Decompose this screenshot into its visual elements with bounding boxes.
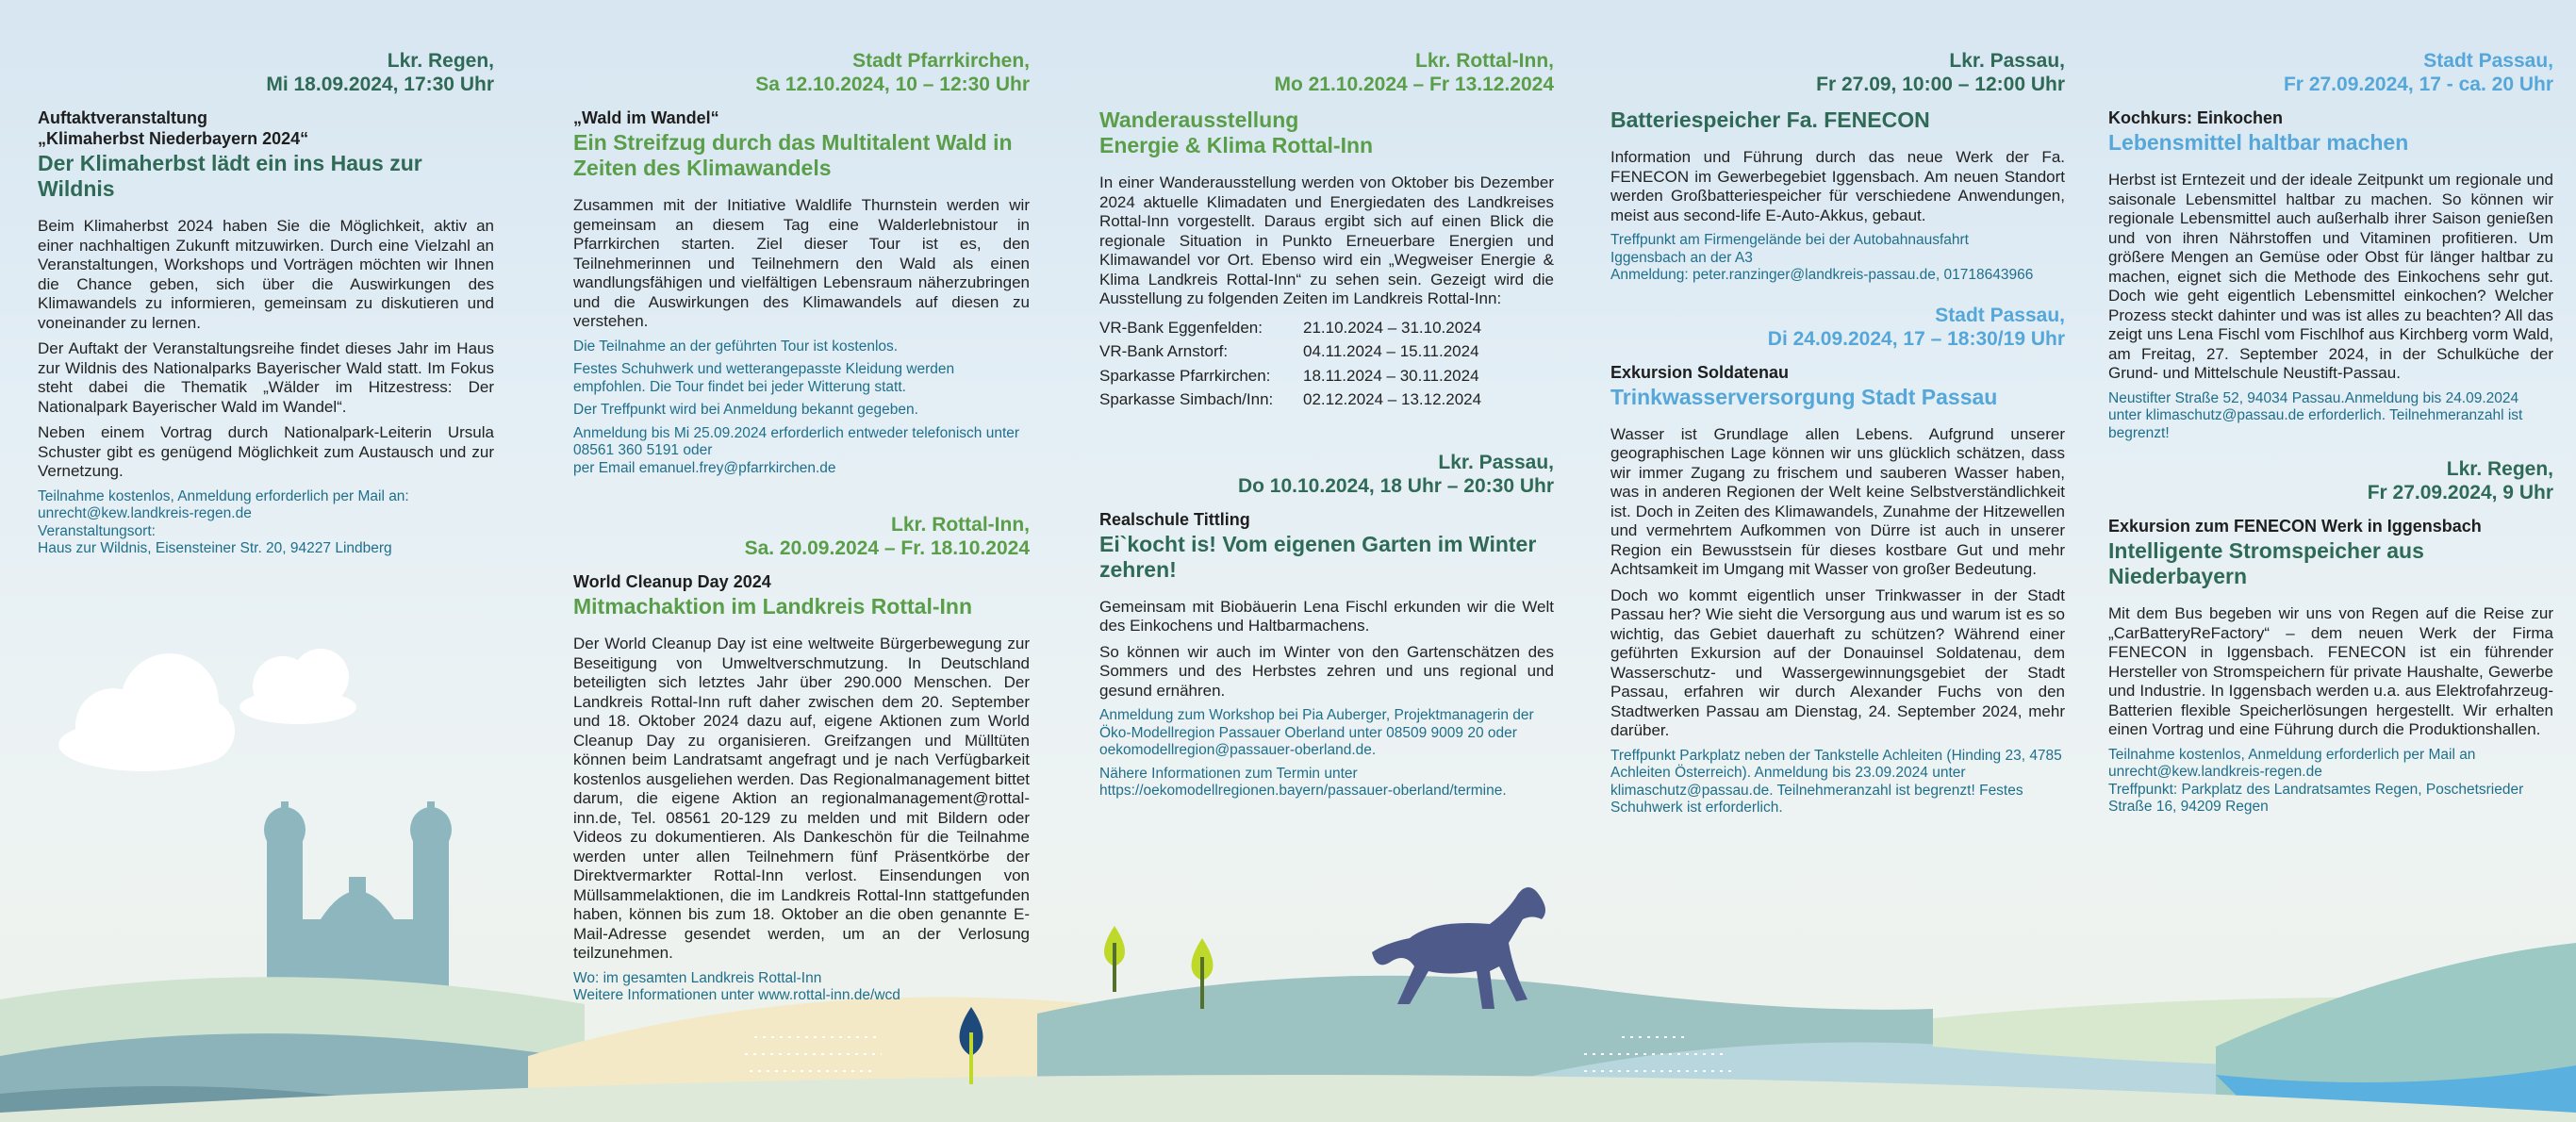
event-note: Treffpunkt Parkplatz neben der Tankstelle Achleiten (Hinding 23, 4785 Achleiten Österreich). Anmeldung bis 23.09.2024 unter klimaschutz@passau.de. Teilnehmeranzahl ist begrenzt! Festes Schuhwerk ist erforderlich. bbox=[1610, 747, 2062, 816]
note-line: Veranstaltungsort: bbox=[38, 522, 156, 539]
event-kicker: Realschule Tittling bbox=[1099, 509, 1250, 529]
event-meta bbox=[2108, 49, 2553, 96]
note-line: Anmeldung bis Mi 25.09.2024 erforderlich entweder telefonisch unter 08561 360 5191 oder bbox=[573, 424, 1020, 458]
event-date: Fr 27.09.2024, 17 - ca. 20 Uhr bbox=[2283, 74, 2553, 95]
email-link[interactable]: unrecht@kew.landkreis-regen.de bbox=[38, 505, 252, 521]
event-paragraph: In einer Wanderausstellung werden von Oktober bis Dezember 2024 aktuelle Klimadaten und Energiedaten des Landkreises Rottal-Inn vorgestellt. Daraus ergibt sich auf einen Blick die regionale Situation in Punkto Erneuerbare Energien und Klimawandel vor Ort. Ebenso wird ein „Wegweiser Energie & Klima Landkreis Rottal-Inn“ zu sehen sein. Gezeigt wird die Ausstellung zu folgenden Zeiten im Landkreis Rottal-Inn: bbox=[1099, 173, 1554, 307]
event-note: Anmeldung zum Workshop bei Pia Auberger, Projektmanagerin der Öko-Modellregion Passauer Oberland unter 08509 9009 20 oder oekomodellregion@passauer-oberland.de. bbox=[1099, 707, 1534, 758]
event-title: Ei`kocht is! Vom eigenen Garten im Winter zehren! bbox=[1099, 531, 1537, 582]
column-2 bbox=[573, 49, 1030, 1011]
event-meta bbox=[573, 513, 1030, 560]
event-meta bbox=[2108, 457, 2553, 504]
note-line: Wo: im gesamten Landkreis Rottal-Inn bbox=[573, 969, 822, 986]
event-kicker: Exkursion Soldatenau bbox=[1610, 362, 1790, 382]
event-title: Batteriespeicher Fa. FENECON bbox=[1610, 107, 1930, 132]
church-icon bbox=[264, 801, 452, 1004]
event-kicker: Kochkurs: Einkochen bbox=[2108, 108, 2284, 127]
event-paragraph: Mit dem Bus begeben wir uns von Regen auf die Reise zur „CarBatteryReFactory“ – dem neuen Werk der Firma FENECON in Iggensbach. FENECON ist ein führender Hersteller von Stromspeichern für private Haushalte, Gewerbe und Industrie. In Iggensbach werden u.a. aus Elektrofahrzeug-Batterien flexible Speicherlösungen hergestellt. Wir erhalten einen Vortrag und eine Führung durch die Produktionshallen. bbox=[2108, 604, 2553, 738]
event-note bbox=[573, 970, 1030, 1005]
event-date: Sa. 20.09.2024 – Fr. 18.10.2024 bbox=[744, 537, 1030, 559]
note-line: Haus zur Wildnis, Eisensteiner Str. 20, 94227 Lindberg bbox=[38, 540, 392, 556]
web-link[interactable]: Weitere Informationen unter www.rottal-inn.de/wcd bbox=[573, 987, 900, 1003]
note-line: Teilnahme kostenlos, Anmeldung erforderlich per Mail an bbox=[2108, 746, 2476, 763]
event-block bbox=[2108, 457, 2553, 817]
table-row bbox=[1099, 342, 1481, 367]
event-date: Di 24.09.2024, 17 – 18:30/19 Uhr bbox=[1767, 327, 2065, 350]
event-date: Fr 27.09.2024, 9 Uhr bbox=[2367, 482, 2553, 503]
event-meta bbox=[1610, 49, 2065, 96]
event-kicker: „Wald im Wandel“ bbox=[573, 108, 719, 127]
event-note: Festes Schuhwerk und wetterangepasste Kleidung werden empfohlen. Die Tour findet bei jeder Witterung statt. bbox=[573, 361, 955, 395]
event-paragraph: Wasser ist Grundlage allen Lebens. Aufgrund unserer geographischen Lage können wir uns glücklich schätzen, dass wir immer Zugang zu frischem und sauberen Wasser haben, was in anderen Regionen der Welt keine Selbstverständlichkeit ist. Doch in Zeiten des Klimawandels, Zunahme der Hitzewellen und vermehrtem Aufkommen von Dürre ist auch in unserer Region ein Bewusstsein für dieses kostbare Gut und mehr Achtsamkeit im Umgang mit Wasser von großer Bedeutung. bbox=[1610, 424, 2065, 578]
event-note bbox=[1099, 766, 1554, 800]
table-row bbox=[1099, 390, 1481, 415]
event-paragraph: Der World Cleanup Day ist eine weltweite Bürgerbewegung zur Beseitigung von Umweltverschmutzung. In Deutschland beteiligten sich letztes Jahr über 290.000 Menschen. Der Landkreis Rottal-Inn ruft daher zwischen dem 20. September und 18. Oktober 2024 dazu auf, eigene Aktionen zum World Cleanup Day zu organisieren. Greifzangen und Mülltüten können beim Landratsamt angefragt und je nach Verfügbarkeit kostenlos ausgeliehen werden. Das Regionalmanagement bittet darum, die eigene Aktion an regionalmanagement@rottal-inn.de, Tel. 08561 20-129 zu melden und mit Bildern oder Videos zu dokumentieren. Als Dankeschön für die Teilnahme werden unter allen Teilnehmern fünf Präsentkörbe der Direktvermarkter Rottal-Inn verlost. Einsendungen von Müllsammelaktionen, die im Landkreis Rottal-Inn stattgefunden haben, können bis zum 18. Oktober an die oben genannte E-Mail-Adresse gesendet werden, um an der Verlosung teilzunehmen. bbox=[573, 635, 1030, 962]
event-paragraph: Doch wo kommt eigentlich unser Trinkwasser in der Stadt Passau her? Wie sieht die Versorgung aus und warum ist es so wichtig, das Gebiet dauerhaft zu schützen? Während einer geführten Exkursion auf der Donauinsel Soldatenau, dem Wasserschutz- und Wassergewinnungsgebiet der Stadt Passau, erfahren wir durch Alexander Fuchs von den Stadtwerken Passau am Dienstag, 24. September 2024, mehr darüber. bbox=[1610, 586, 2065, 739]
event-kicker: Auftaktveranstaltung bbox=[38, 108, 208, 127]
column-4 bbox=[1610, 49, 2065, 823]
event-date: Fr 27.09, 10:00 – 12:00 Uhr bbox=[1816, 74, 2065, 95]
event-place: Stadt Pfarrkirchen, bbox=[852, 50, 1030, 72]
event-title: Mitmachaktion im Landkreis Rottal-Inn bbox=[573, 594, 972, 619]
event-meta bbox=[1610, 304, 2065, 351]
event-paragraph: Zusammen mit der Initiative Waldlife Thurnstein werden wir gemeinsam an diesem Tag eine Walderlebnistour in Pfarrkirchen starten. Ziel dieser Tour ist es, den Teilnehmerinnen und Teilnehmern den Wald als einen wandlungsfähigen und vielfältigen Lebensraum näherzubringen und die Auswirkungen des Klimawandels auf diesen zu verstehen. bbox=[573, 196, 1030, 330]
venue-dates: 02.12.2024 – 13.12.2024 bbox=[1303, 390, 1482, 408]
venue-dates: 18.11.2024 – 30.11.2024 bbox=[1303, 366, 1479, 385]
event-paragraph: Gemeinsam mit Biobäuerin Lena Fischl erkunden wir die Welt des Einkochens und Haltbarmachens. bbox=[1099, 597, 1554, 635]
note-line: Iggensbach an der A3 bbox=[1610, 249, 1753, 266]
cloud-icon bbox=[58, 649, 356, 771]
venue-dates: 21.10.2024 – 31.10.2024 bbox=[1303, 318, 1482, 337]
note-line: Teilnahme kostenlos, Anmeldung erforderlich per Mail an: bbox=[38, 487, 409, 504]
column-3 bbox=[1099, 49, 1554, 806]
event-place: Lkr. Regen, bbox=[2446, 458, 2553, 480]
event-title bbox=[1099, 107, 1554, 158]
venue-dates: 04.11.2024 – 15.11.2024 bbox=[1303, 342, 1479, 360]
event-paragraph: Beim Klimaherbst 2024 haben Sie die Möglichkeit, aktiv an einer nachhaltigen Zukunft mitzuwirken. Durch eine Vielzahl an Veranstaltungen, Workshops und Vorträgen möchten wir Ihnen die Chance geben, sich über die Auswirkungen des Klimawandels zu informieren, gemeinsam zu diskutieren und voneinander zu lernen. bbox=[38, 217, 494, 332]
event-note: Die Teilnahme an der geführten Tour ist kostenlos. bbox=[573, 338, 899, 355]
event-date: Mi 18.09.2024, 17:30 Uhr bbox=[266, 74, 494, 95]
event-note bbox=[38, 488, 494, 558]
event-place: Lkr. Rottal-Inn, bbox=[891, 514, 1030, 536]
event-kicker: World Cleanup Day 2024 bbox=[573, 572, 771, 591]
event-paragraph: Der Auftakt der Veranstaltungsreihe findet dieses Jahr im Haus zur Wildnis des Nationalparks Bayerischer Wald statt. Im Fokus steht dabei die Thematik „Wälder im Hitzestress: Der Nationalpark Bayerischer Wald im Wandel“. bbox=[38, 339, 494, 416]
event-place: Stadt Passau, bbox=[2423, 50, 2553, 72]
event-title: Ein Streifzug durch das Multitalent Wald in Zeiten des Klimawandels bbox=[573, 130, 1013, 180]
event-paragraph: So können wir auch im Winter von den Gartenschätzen des Sommers und des Herbstes zehren und uns regional und gesund ernähren. bbox=[1099, 642, 1554, 700]
table-row bbox=[1099, 319, 1481, 343]
email-link[interactable]: per Email emanuel.frey@pfarrkirchen.de bbox=[573, 459, 836, 476]
event-meta bbox=[573, 49, 1030, 96]
event-date: Sa 12.10.2024, 10 – 12:30 Uhr bbox=[755, 74, 1030, 95]
column-1 bbox=[38, 49, 494, 564]
event-title: Trinkwasserversorgung Stadt Passau bbox=[1610, 384, 1998, 409]
event-kicker: Exkursion zum FENECON Werk in Iggensbach bbox=[2108, 517, 2482, 536]
event-place: Lkr. Passau, bbox=[1949, 50, 2065, 72]
event-kicker: „Klimaherbst Niederbayern 2024“ bbox=[38, 129, 309, 148]
event-paragraph: Herbst ist Erntezeit und der ideale Zeitpunkt um regionale und saisonale Lebensmittel haltbar zu machen. So können wir regionale Lebensmittel auch außerhalb ihrer Saison genießen und von ihren Nährstoffen und Vitaminen profitieren. Um größere Mengen an Gemüse oder Obst für länger haltbar zu machen, eignet sich die Methode des Einkochens sehr gut. Doch wie geht eigentlich Lebensmittel einkochen? Welcher Prozess steckt dahinter und was ist alles zu beachten? All das zeigt uns Lena Fischl vom Fischlhof aus Kirchberg vorm Wald, am Freitag, 27. September 2024, in der Schulküche der Grund- und Mittelschule Neustift-Passau. bbox=[2108, 171, 2553, 382]
event-note: Der Treffpunkt wird bei Anmeldung bekannt gegeben. bbox=[573, 402, 918, 418]
venue-name: VR-Bank Eggenfelden: bbox=[1099, 318, 1263, 337]
event-block bbox=[1099, 451, 1554, 800]
event-title-line: Energie & Klima Rottal-Inn bbox=[1099, 133, 1374, 157]
event-block bbox=[1610, 304, 2065, 817]
venue-name: VR-Bank Arnstorf: bbox=[1099, 342, 1229, 360]
note-line: Treffpunkt: Parkplatz des Landratsamtes Regen, Poschetsrieder Straße 16, 94209 Regen bbox=[2108, 781, 2524, 815]
event-note bbox=[2108, 747, 2553, 817]
venue-table bbox=[1099, 319, 1481, 415]
email-link[interactable]: unrecht@kew.landkreis-regen.de bbox=[2108, 764, 2322, 780]
event-paragraph: Neben einem Vortrag durch Nationalpark-Leiterin Ursula Schuster gibt es genügend Möglichkeit zum Austausch und zur Vernetzung. bbox=[38, 423, 494, 480]
event-place: Lkr. Passau, bbox=[1438, 451, 1554, 473]
note-line: Nähere Informationen zum Termin unter bbox=[1099, 765, 1358, 782]
event-place: Stadt Passau, bbox=[1935, 304, 2065, 326]
event-paragraph: Information und Führung durch das neue Werk der Fa. FENECON im Gewerbegebiet Iggensbach. Am neuen Standort werden Großbatteriespeicher für verschiedene Anwendungen, meist aus second-life E-Auto-Akkus, gebaut. bbox=[1610, 148, 2065, 224]
event-title: Der Klimaherbst lädt ein ins Haus zur Wildnis bbox=[38, 151, 422, 201]
note-line: Treffpunkt am Firmengelände bei der Autobahnausfahrt bbox=[1610, 232, 1969, 248]
event-note bbox=[573, 425, 1030, 478]
event-meta bbox=[1099, 451, 1554, 498]
email-link[interactable]: Anmeldung: peter.ranzinger@landkreis-passau.de, 01718643966 bbox=[1610, 267, 2034, 283]
event-note: Neustifter Straße 52, 94034 Passau.Anmeldung bis 24.09.2024 unter klimaschutz@passau.de erforderlich. Teilnehmeranzahl ist begrenzt! bbox=[2108, 389, 2523, 441]
event-title: Intelligente Stromspeicher aus Niederbayern bbox=[2108, 538, 2424, 588]
event-title: Lebensmittel haltbar machen bbox=[2108, 130, 2409, 155]
venue-name: Sparkasse Pfarrkirchen: bbox=[1099, 366, 1271, 385]
table-row bbox=[1099, 367, 1481, 391]
venue-name: Sparkasse Simbach/Inn: bbox=[1099, 390, 1274, 408]
event-title-line: Wanderausstellung bbox=[1099, 107, 1299, 132]
column-5 bbox=[2108, 49, 2553, 822]
event-meta bbox=[1099, 49, 1554, 96]
event-date: Mo 21.10.2024 – Fr 13.12.2024 bbox=[1274, 74, 1554, 95]
event-meta bbox=[38, 49, 494, 96]
web-link[interactable]: https://oekomodellregionen.bayern/passauer-oberland/termine. bbox=[1099, 783, 1507, 799]
event-place: Lkr. Regen, bbox=[387, 50, 494, 72]
event-date: Do 10.10.2024, 18 Uhr – 20:30 Uhr bbox=[1237, 474, 1554, 497]
event-block bbox=[573, 513, 1030, 1005]
event-note bbox=[1610, 232, 2065, 285]
event-place: Lkr. Rottal-Inn, bbox=[1415, 50, 1554, 72]
